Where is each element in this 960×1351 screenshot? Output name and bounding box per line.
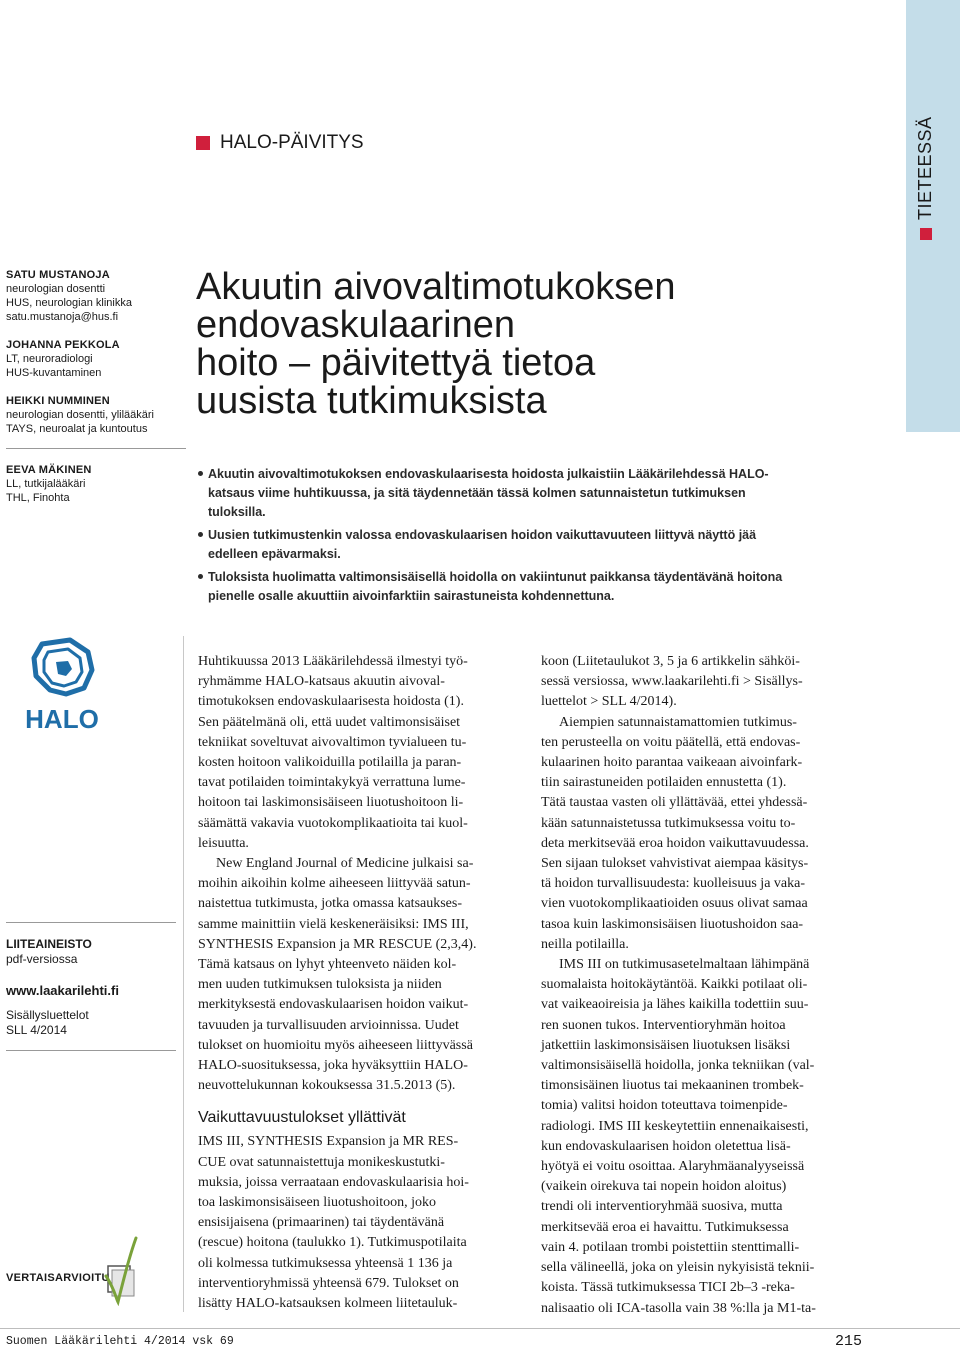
summary-bullet bbox=[196, 465, 846, 522]
section-subheading: Vaikuttavuustulokset yllättivät bbox=[198, 1109, 406, 1127]
author-detail: LL, tutkijalääkäri bbox=[6, 478, 86, 490]
body-line: neuvottelukunnan kokouksessa 31.5.2013 (5). bbox=[198, 1078, 456, 1094]
section-label bbox=[196, 132, 364, 154]
body-line: kun endovaskulaarisen hoidon oletettua lisä- bbox=[541, 1138, 791, 1154]
summary-line: edelleen epävarmaksi. bbox=[208, 547, 341, 561]
body-line: koista. Tässä tutkimuksessa TICI 2b–3 -reka- bbox=[541, 1280, 795, 1296]
divider bbox=[6, 922, 176, 923]
body-line: tomia) valitsi hoidon toteuttava toimenpide- bbox=[541, 1098, 788, 1114]
body-line: SYNTHESIS Expansion ja MR RESCUE (2,3,4). bbox=[198, 936, 477, 952]
body-line: interventioryhmissä yhteensä 679. Tulokset on bbox=[198, 1275, 459, 1291]
body-line: vien vuotokomplikaatioiden osuus olivat samaa bbox=[541, 896, 808, 912]
author-detail: HUS-kuvantaminen bbox=[6, 367, 102, 379]
body-line: (rescue) hoitona (taulukko 1). Tutkimuspotilaita bbox=[198, 1235, 467, 1251]
body-line: Tämä katsaus on lyhyt yhteenveto näiden kol- bbox=[198, 957, 457, 973]
body-line: tavat potilaiden toimintakykyä verrattuna lume- bbox=[198, 775, 466, 791]
body-line: koon (Liitetaulukot 3, 5 ja 6 artikkelin sähköi- bbox=[541, 654, 800, 669]
author-detail: neurologian dosentti, ylilääkäri bbox=[6, 409, 154, 421]
author-name: EEVA MÄKINEN bbox=[6, 464, 92, 476]
body-line: muksia, joissa verraataan endovaskulaarisia hoi- bbox=[198, 1174, 469, 1190]
body-line: merkityksestä endovaskulaarisen hoidon vaikut- bbox=[198, 997, 469, 1013]
body-line: IMS III on tutkimusasetelmaltaan lähimpänä bbox=[559, 957, 810, 973]
author-detail: LT, neuroradiologi bbox=[6, 353, 93, 365]
body-line: hyötyä ei voitu osoittaa. Alaryhmäanalyyseissä bbox=[541, 1159, 805, 1175]
supplement-heading: LIITEAINEISTO bbox=[6, 937, 92, 951]
author-name: HEIKKI NUMMINEN bbox=[6, 395, 110, 407]
issue-ref: SLL 4/2014 bbox=[6, 1023, 67, 1037]
body-line: hoitoon tai laskimonsisäiseen liuotushoitoon li- bbox=[198, 795, 464, 811]
body-line: tä hoidon turvallisuudesta: kuolleisuus ja vaka- bbox=[541, 876, 806, 892]
body-line: ren suonen tukos. Interventioryhmän hoitoa bbox=[541, 1017, 786, 1033]
summary-bullets bbox=[196, 465, 846, 610]
body-line: merkitsevää eroa ei havaittu. Tutkimuksessa bbox=[541, 1219, 789, 1235]
page-number: 215 bbox=[834, 1333, 862, 1350]
title-line: hoito – päivitettyä tietoa bbox=[196, 342, 596, 384]
summary-bullet bbox=[196, 568, 846, 606]
author-detail: TAYS, neuroalat ja kuntoutus bbox=[6, 423, 148, 435]
divider bbox=[6, 1050, 176, 1051]
supplement-box bbox=[6, 922, 176, 1051]
body-line: ten perusteella on voitu päätellä, että endovas- bbox=[541, 734, 801, 750]
body-column-1 bbox=[198, 652, 528, 1314]
body-line: leisuutta. bbox=[198, 835, 249, 851]
body-line: tavuuden ja turvallisuuden arvioinnissa. Uudet bbox=[198, 1017, 459, 1033]
body-line: IMS III, SYNTHESIS Expansion ja MR RES- bbox=[198, 1134, 459, 1150]
body-line: Huhtikuussa 2013 Lääkärilehdessä ilmestyi työ- bbox=[198, 654, 468, 669]
article-title bbox=[196, 268, 846, 420]
author bbox=[6, 448, 186, 505]
red-square-icon bbox=[196, 136, 210, 150]
body-line: timonsisäinen liuotus tai mekaaninen trombek- bbox=[541, 1078, 804, 1094]
body-line: tiin sairastuneiden potilaiden ennustetta (1). bbox=[541, 775, 787, 791]
body-line: lisätty HALO-katsauksen kolmeen liitetauluk- bbox=[198, 1296, 458, 1312]
section-label-text: HALO-PÄIVITYS bbox=[220, 132, 364, 153]
author-name: JOHANNA PEKKOLA bbox=[6, 339, 120, 351]
summary-bullet bbox=[196, 526, 846, 564]
body-line: HALO-suosituksessa, joka hyväksyttiin HALO- bbox=[198, 1058, 468, 1074]
body-line: ryhmämme HALO-katsaus akuutin aivoval- bbox=[198, 674, 445, 690]
halo-logo-graphic bbox=[18, 636, 106, 736]
body-line: samme mainittiin vielä keskeneräisiksi: IMS III, bbox=[198, 916, 469, 932]
body-line: trendi oli interventioryhmää suosiva, mutta bbox=[541, 1199, 783, 1215]
body-line: tulokset on huomioitu myös aiheeseen liittyvässä bbox=[198, 1037, 473, 1053]
body-line: kään satunnaistetussa tutkimuksessa voitu to- bbox=[541, 815, 796, 831]
body-line: neilla potilailla. bbox=[541, 936, 629, 952]
body-line: jatkettiin laskimonsisäisen liuotuksen lisäksi bbox=[541, 1037, 791, 1053]
column-divider bbox=[183, 636, 184, 1312]
side-tab-label-wrap bbox=[915, 116, 936, 240]
contents-ref: Sisällysluettelot bbox=[6, 1008, 89, 1022]
body-line: men uuden tutkimuksen tuloksista ja niiden bbox=[198, 977, 442, 993]
supplement-sub: pdf-versiossa bbox=[6, 952, 78, 966]
author-detail: neurologian dosentti bbox=[6, 283, 106, 295]
body-line: timotukoksen endovaskulaarisesta hoidosta (1). bbox=[198, 694, 464, 710]
author-detail: HUS, neurologian klinikka bbox=[6, 297, 132, 309]
body-line: Aiempien satunnaistamattomien tutkimus- bbox=[559, 714, 797, 730]
peer-review-check-icon bbox=[104, 1236, 138, 1306]
footer-divider bbox=[0, 1328, 960, 1329]
author bbox=[6, 394, 186, 436]
body-line: tasoa kuin laskimonsisäisen liuotushoidon saa- bbox=[541, 916, 804, 932]
body-line: CUE ovat satunnaistettuja monikeskustutki- bbox=[198, 1154, 445, 1170]
side-tab-label: TIETEESSÄ bbox=[915, 116, 935, 220]
author-detail: THL, Finohta bbox=[6, 492, 70, 504]
peer-review-label: VERTAISARVIOITU bbox=[6, 1272, 110, 1284]
logo-text: HALO bbox=[25, 704, 99, 734]
body-line: vat vaikeaoireisia ja lähes kaikilla todettiin suu- bbox=[541, 997, 809, 1013]
section-side-tab bbox=[906, 0, 960, 432]
body-line: valtimonsisäisellä hoidolla, jonka tekniikan (val- bbox=[541, 1058, 815, 1074]
body-line: Tätä taustaa vasten oli yllättävää, ettei yhdessä- bbox=[541, 795, 808, 811]
publication-info: Suomen Lääkärilehti 4/2014 vsk 69 bbox=[6, 1335, 234, 1348]
body-line: vain 4. potilaan trombi poistettiin stenttimalli- bbox=[541, 1239, 800, 1255]
body-column-2 bbox=[541, 652, 871, 1319]
author bbox=[6, 338, 186, 380]
body-line: kulaarinen hoito parantaa vaikeaan aivoinfark- bbox=[541, 755, 803, 771]
author-list bbox=[6, 268, 186, 519]
body-line: ensisijaisena (primaarinen) tai täydentävänä bbox=[198, 1215, 445, 1231]
red-square-icon bbox=[920, 228, 932, 240]
website-link[interactable]: www.laakarilehti.fi bbox=[6, 983, 119, 998]
halo-logo bbox=[18, 636, 106, 736]
body-line: luettelot > SLL 4/2014). bbox=[541, 694, 677, 710]
author bbox=[6, 268, 186, 324]
body-line: Sen päätelmänä oli, että uudet valtimonsisäiset bbox=[198, 714, 461, 730]
body-line: kosten hoitoon valikoiduilla potilailla ja paran- bbox=[198, 755, 462, 771]
author-name: SATU MUSTANOJA bbox=[6, 269, 110, 281]
summary-line: Uusien tutkimustenkin valossa endovaskulaarisen hoidon vaikuttavuuteen liittyvä näyttö jää bbox=[208, 528, 757, 542]
body-line: New England Journal of Medicine julkaisi sa- bbox=[216, 856, 474, 872]
body-line: (vaikein oirekuva tai nopein hoidon aloitus) bbox=[541, 1179, 787, 1195]
title-line: endovaskulaarinen bbox=[196, 304, 516, 346]
body-line: radiologi. IMS III keskeytettiin ennenaikaisesti, bbox=[541, 1118, 809, 1134]
body-line: suomalaista hoitokäytäntöä. Kaikki potilaat oli- bbox=[541, 977, 808, 993]
title-line: Akuutin aivovaltimotukoksen bbox=[196, 266, 676, 308]
body-line: naistettua tutkimusta, jotka omassa katsaukses- bbox=[198, 896, 463, 912]
author-email[interactable]: satu.mustanoja@hus.fi bbox=[6, 311, 119, 323]
body-line: nalisaatio oli ICA-tasolla vain 38 %:lla ja M1-ta- bbox=[541, 1300, 816, 1316]
body-line: toa laskimonsisäiseen liuotushoitoon, joko bbox=[198, 1195, 436, 1211]
summary-line: katsaus viime huhtikuussa, ja sitä täydennetään tässä kolmen satunnaistetun tutkimuksen bbox=[208, 486, 746, 500]
body-line: sessä versiossa, www.laakarilehti.fi > Sisällys- bbox=[541, 674, 803, 690]
body-line: sella välineellä, joka on yleisin nykyisistä teknii- bbox=[541, 1260, 815, 1276]
body-line: tekniikat soveltuvat aivovaltimon tyvialueen tu- bbox=[198, 734, 467, 750]
body-line: deta merkitsevää eroa hoidon vaikuttavuudessa. bbox=[541, 835, 809, 851]
summary-line: pienelle osalle akuuttiin aivoinfarktiin sairastuneista kohdennettuna. bbox=[208, 589, 615, 603]
title-line: uusista tutkimuksista bbox=[196, 380, 547, 422]
summary-line: Tuloksista huolimatta valtimonsisäisellä hoidolla on vakiintunut paikkansa täydentävänä hoitona bbox=[208, 570, 783, 584]
summary-line: tuloksilla. bbox=[208, 505, 266, 519]
body-line: säämättä vakavia vuotokomplikaatioita tai kuol- bbox=[198, 815, 468, 831]
body-line: moihin aikoihin kolme aiheeseen liittyvää satun- bbox=[198, 876, 471, 892]
body-line: Sen sijaan tulokset vahvistivat aiempaa käsitys- bbox=[541, 856, 809, 872]
summary-line: Akuutin aivovaltimotukoksen endovaskulaarisesta hoidosta julkaistiin Lääkärilehdessä HALO- bbox=[208, 467, 769, 481]
body-line: oli kolmessa tutkimuksessa yhteensä 1 136 ja bbox=[198, 1255, 453, 1271]
